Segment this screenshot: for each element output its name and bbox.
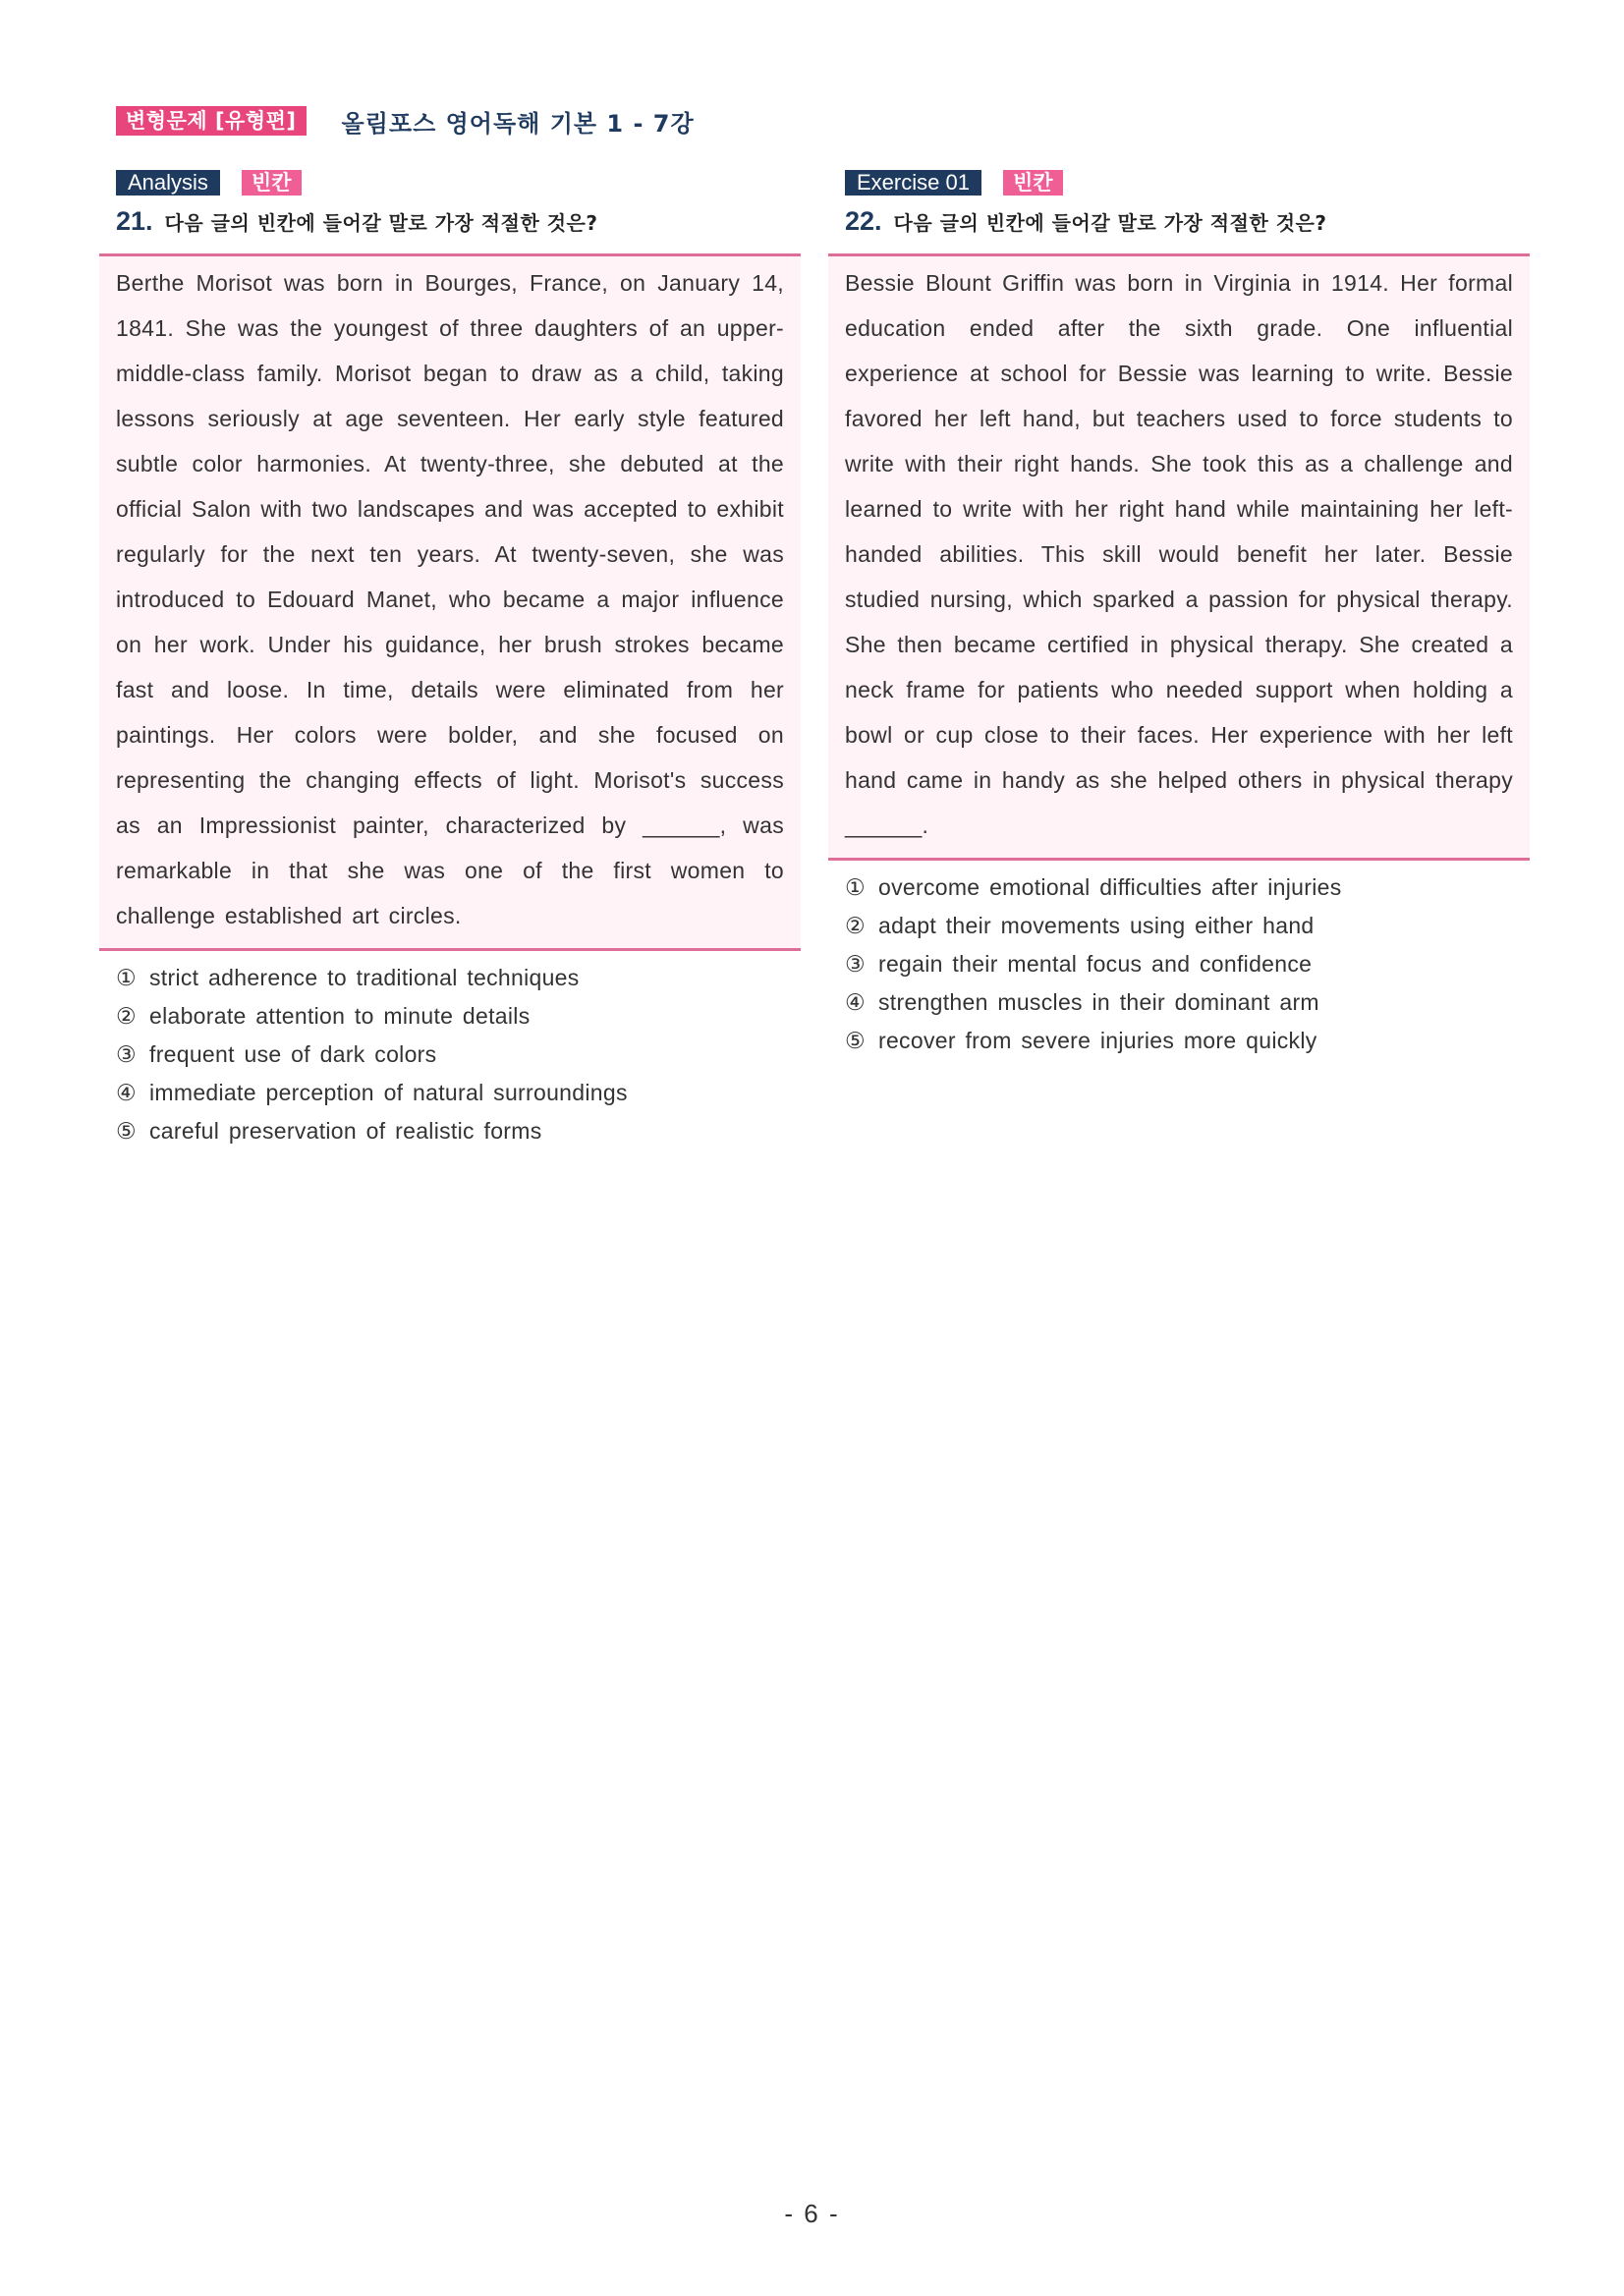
question-number: 22. — [845, 206, 882, 236]
answer-choice — [845, 1022, 1530, 1060]
answer-choice — [845, 945, 1530, 983]
choice-number: ③ — [845, 951, 866, 977]
choice-text: adapt their movements using either hand — [878, 913, 1315, 938]
answer-choice — [116, 1112, 801, 1150]
question-tags — [116, 169, 801, 196]
choice-text: strengthen muscles in their dominant arm — [878, 989, 1319, 1015]
choice-number: ④ — [845, 989, 866, 1015]
choice-number: ③ — [116, 1041, 137, 1067]
choice-text: immediate perception of natural surroundings — [149, 1080, 628, 1105]
question-text: 다음 글의 빈칸에 들어갈 말로 가장 적절한 것은? — [164, 211, 598, 235]
section-badge: 변형문제 [유형편] — [116, 106, 307, 136]
answer-choices — [116, 959, 801, 1150]
choice-number: ② — [845, 913, 866, 938]
choice-text: recover from severe injuries more quickly — [878, 1028, 1317, 1053]
reading-passage: Berthe Morisot was born in Bourges, France, on January 14, 1841. She was the youngest of three daughters of an upper-middle-class family. Morisot began to draw as a child, taking lessons seriously at age seventeen. Her early style featured subtle color harmonies. At twenty-three, she debuted at the official Salon with two landscapes and was accepted to exhibit regularly for the next ten years. At twenty-seven, she was introduced to Edouard Manet, who became a major influence on her work. Under his guidance, her brush strokes became fast and loose. In time, details were eliminated from her paintings. Her colors were bolder, and she focused on representing the changing effects of light. Morisot's success as an Impressionist painter, characterized by ______, was remarkable in that she was one of the first women to challenge established art circles. — [99, 253, 801, 951]
type-tag: 빈칸 — [242, 170, 302, 196]
answer-choice — [845, 983, 1530, 1022]
question-22-column — [828, 169, 1530, 1060]
choice-text: regain their mental focus and confidence — [878, 951, 1313, 977]
question-21-column — [99, 169, 801, 1150]
question-text: 다음 글의 빈칸에 들어갈 말로 가장 적절한 것은? — [893, 211, 1327, 235]
question-tags — [845, 169, 1530, 196]
answer-choice — [116, 997, 801, 1036]
exercise-tag: Exercise 01 — [845, 170, 981, 196]
answer-choice — [845, 868, 1530, 907]
choice-number: ④ — [116, 1080, 137, 1105]
question-prompt — [116, 206, 801, 240]
question-prompt — [845, 206, 1530, 240]
book-title: 올림포스 영어독해 기본 1 - 7강 — [341, 109, 695, 138]
choice-number: ⑤ — [116, 1118, 137, 1144]
choice-number: ⑤ — [845, 1028, 866, 1053]
answer-choices — [845, 868, 1530, 1060]
choice-text: careful preservation of realistic forms — [149, 1118, 542, 1144]
choice-text: strict adherence to traditional techniques — [149, 965, 580, 990]
answer-choice — [845, 907, 1530, 945]
choice-text: elaborate attention to minute details — [149, 1003, 531, 1029]
page-header — [116, 106, 695, 136]
type-tag: 빈칸 — [1003, 170, 1063, 196]
analysis-tag: Analysis — [116, 170, 220, 196]
answer-choice — [116, 1036, 801, 1074]
question-number: 21. — [116, 206, 153, 236]
choice-number: ② — [116, 1003, 137, 1029]
answer-choice — [116, 1074, 801, 1112]
choice-text: overcome emotional difficulties after injuries — [878, 874, 1342, 900]
answer-choice — [116, 959, 801, 997]
choice-number: ① — [845, 874, 866, 900]
choice-number: ① — [116, 965, 137, 990]
page-number: - 6 - — [784, 2199, 840, 2228]
reading-passage: Bessie Blount Griffin was born in Virginia in 1914. Her formal education ended after the sixth grade. One influential experience at school for Bessie was learning to write. Bessie favored her left hand, but teachers used to force students to write with their right hands. She took this as a challenge and learned to write with her right hand while maintaining her left-handed abilities. This skill would benefit her later. Bessie studied nursing, which sparked a passion for physical therapy. She then became certified in physical therapy. She created a neck frame for patients who needed support when holding a bowl or cup close to their faces. Her experience with her left hand came in handy as she helped others in physical therapy ______. — [828, 253, 1530, 861]
choice-text: frequent use of dark colors — [149, 1041, 437, 1067]
